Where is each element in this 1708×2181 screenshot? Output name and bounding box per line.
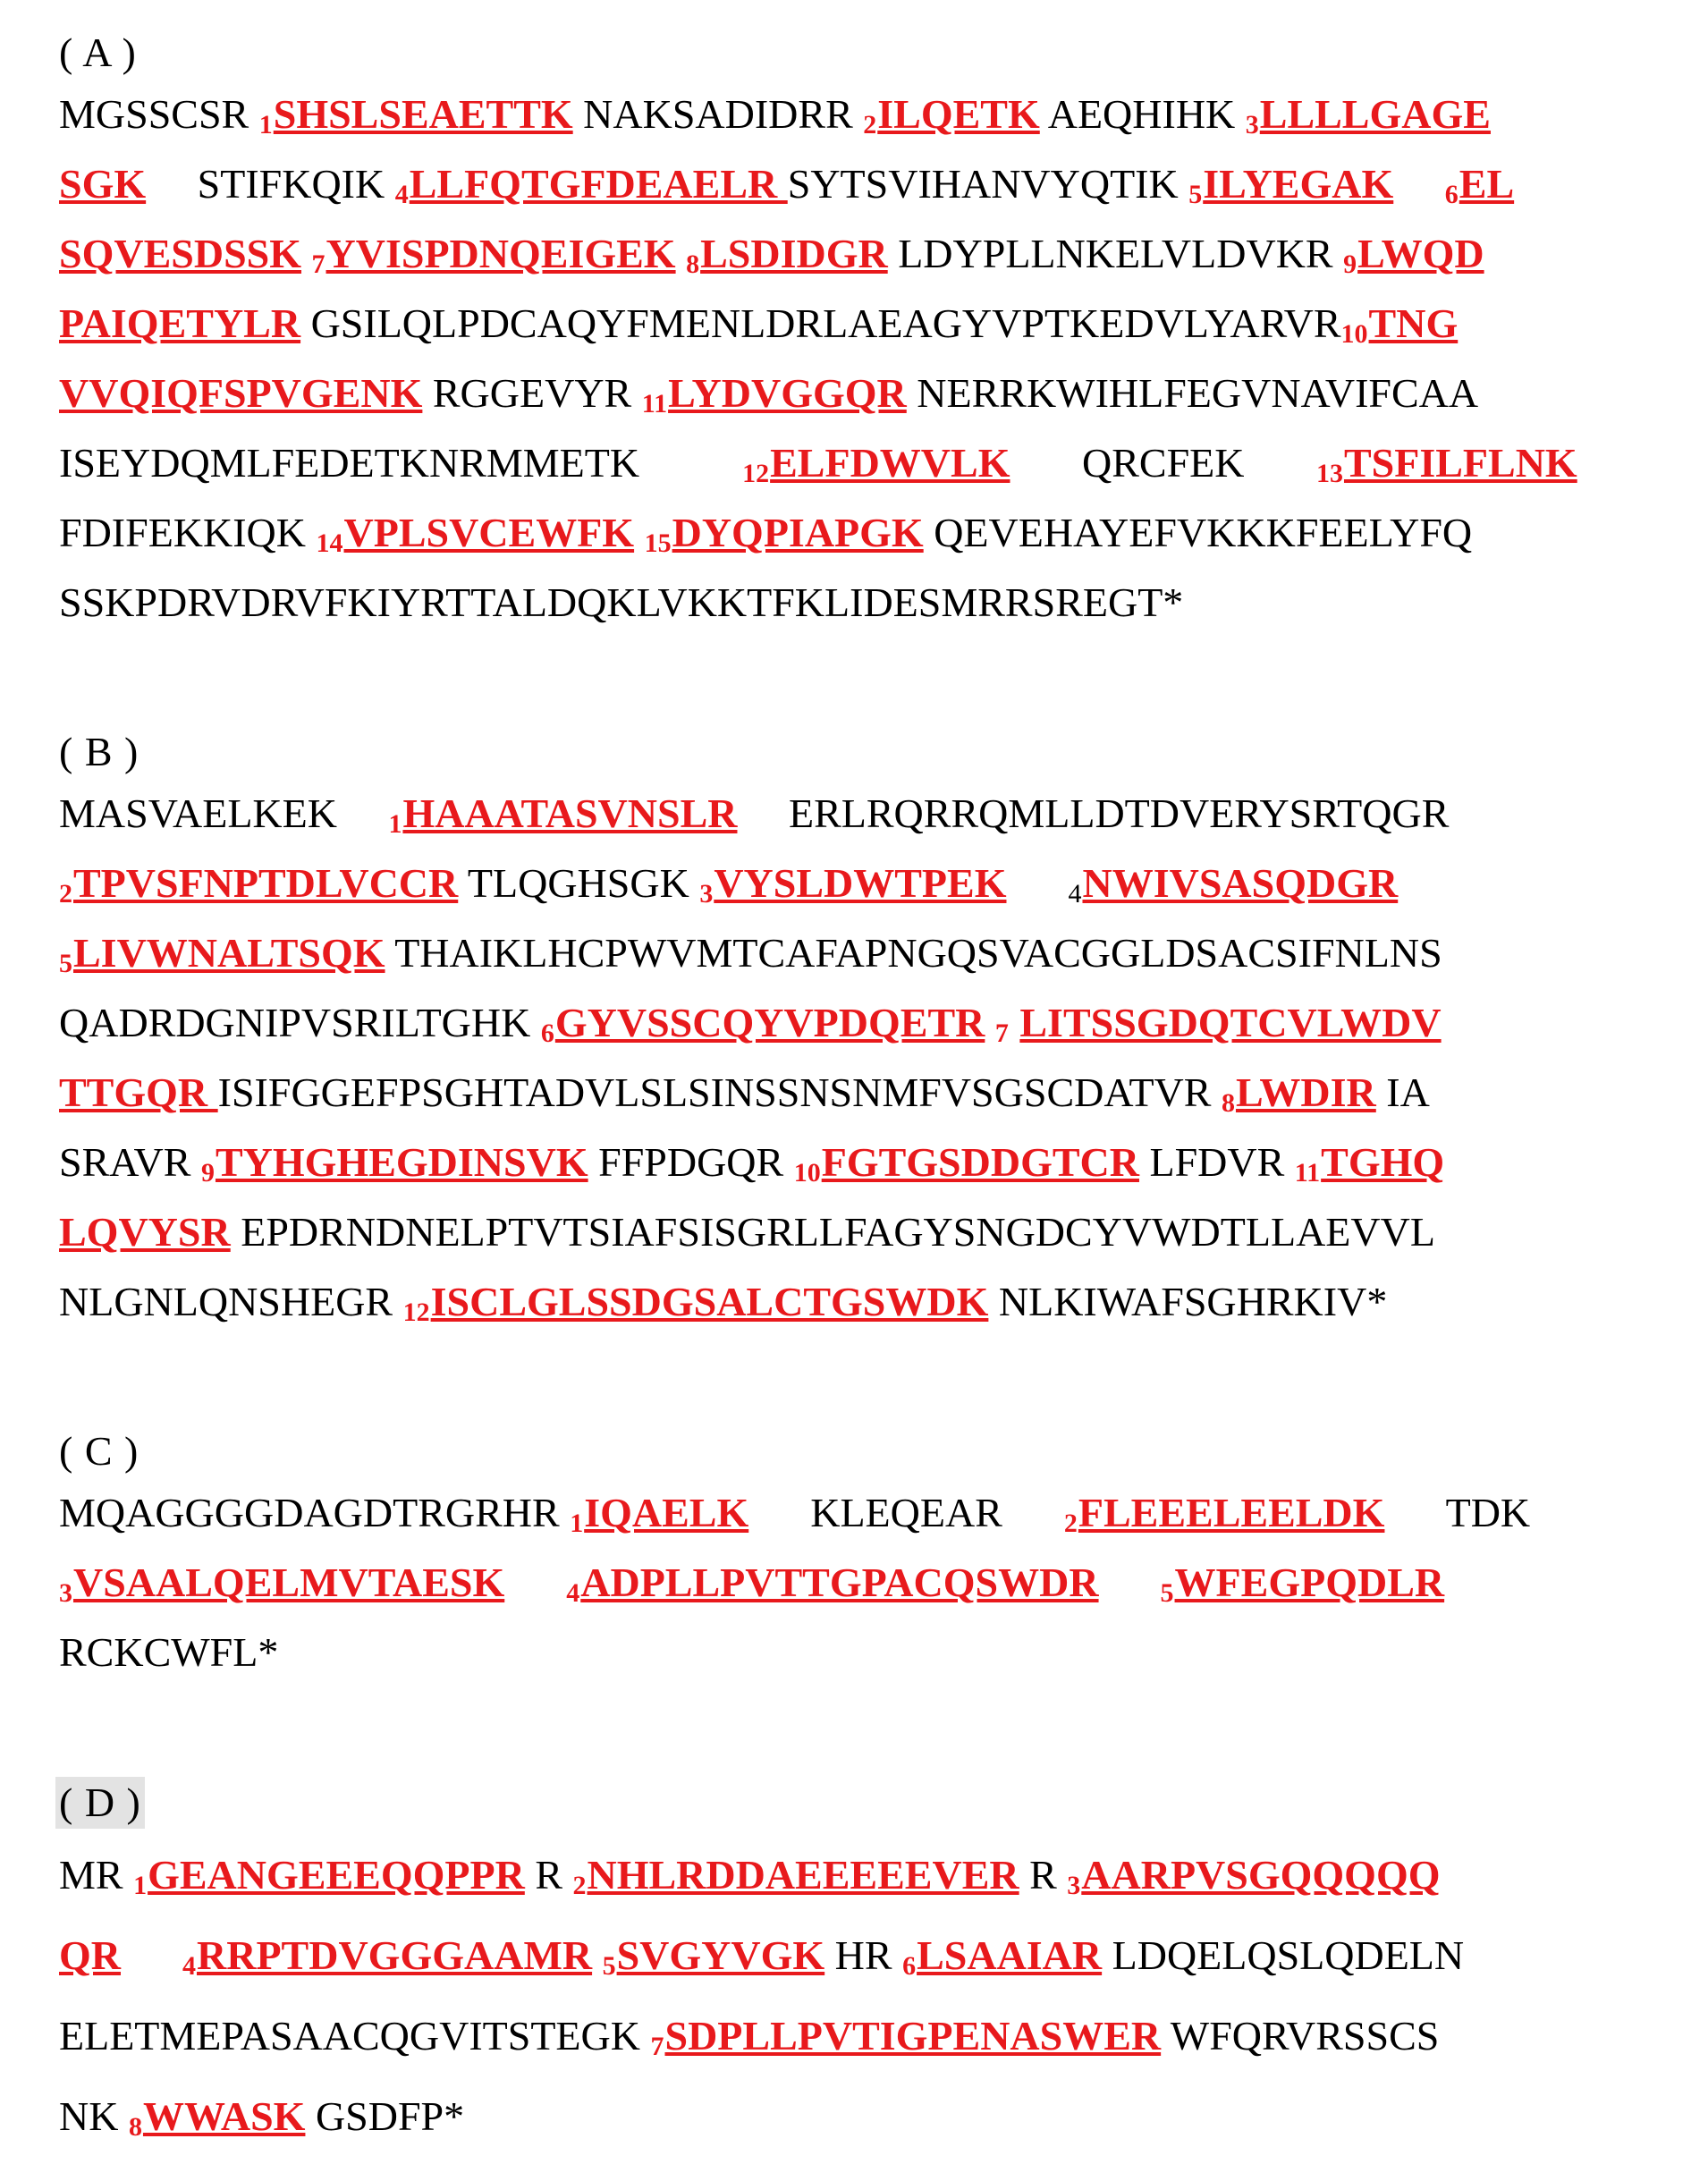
peptide-number: 1 — [258, 110, 273, 139]
peptide-number: 10 — [793, 1158, 821, 1188]
peptide-number: 4 — [566, 1578, 580, 1608]
peptide-fragment: LLFQTGFDEAELR — [409, 161, 788, 207]
peptide-number: 4 — [394, 180, 409, 209]
sequence-line — [59, 2090, 464, 2143]
sequence-text: ISEYDQMLFEDETKNRMMETK — [59, 440, 743, 486]
peptide-fragment: VYSLDWTPEK — [714, 860, 1007, 906]
sequence-text: QEVEHAYEFVKKKFEELYFQ — [923, 510, 1473, 555]
sequence-text: HR — [824, 1932, 903, 1978]
sequence-text: EPDRNDNELPTVTSIAFSISGRLLFAGYSNGDCYVWDTLLAEVVL — [230, 1209, 1435, 1255]
panel-c — [59, 1425, 1695, 1675]
peptide-number: 11 — [641, 389, 668, 418]
peptide-fragment: LSAAIAR — [917, 1932, 1103, 1978]
peptide-number: 6 — [540, 1019, 554, 1048]
peptide-fragment: VVQIQFSPVGENK — [59, 370, 423, 416]
sequence-line — [59, 857, 1398, 910]
sequence-line — [59, 436, 1577, 490]
peptide-fragment: YVISPDNQEIGEK — [326, 231, 676, 276]
panel-label: ( C ) — [59, 1428, 140, 1474]
peptide-fragment: NWIVSASQDGR — [1082, 860, 1399, 906]
peptide-number: 1 — [570, 1509, 584, 1538]
peptide-fragment: LWQD — [1357, 231, 1484, 276]
peptide-number: 1 — [388, 809, 402, 839]
peptide-fragment: LQVYSR — [59, 1209, 231, 1255]
peptide-number: 2 — [572, 1871, 587, 1900]
sequence-text: NAKSADIDRR — [572, 91, 864, 137]
sequence-text: QRCFEK — [1010, 440, 1316, 486]
sequence-text: RCKCWFL* — [59, 1629, 279, 1675]
peptide-number: 5 — [59, 949, 72, 978]
panel-label: ( D ) — [55, 1777, 145, 1829]
peptide-fragment: FLEEELEELDK — [1078, 1490, 1385, 1535]
peptide-fragment: QR — [59, 1932, 121, 1978]
peptide-fragment: SHSLSEAETTK — [273, 91, 573, 137]
peptide-number: 4 — [1068, 879, 1082, 909]
sequence-text: RGGEVYR — [422, 370, 642, 416]
panel-a — [59, 27, 1695, 625]
sequence-line — [59, 227, 1484, 281]
sequence-text — [301, 231, 312, 276]
sequence-line — [59, 88, 1491, 141]
sequence-text: R — [524, 1852, 573, 1898]
peptide-fragment: SGK — [59, 161, 147, 207]
sequence-text: QADRDGNIPVSRILTGHK — [59, 1000, 541, 1045]
peptide-fragment: LYDVGGQR — [668, 370, 907, 416]
panel-label: ( B ) — [59, 729, 140, 774]
sequence-text: LFDVR — [1138, 1139, 1295, 1185]
peptide-number: 4 — [182, 1951, 196, 1981]
peptide-fragment: TTGQR — [59, 1069, 218, 1115]
peptide-number: 5 — [1188, 180, 1203, 209]
sequence-text: GSILQLPDCAQYFMENLDRLAEAGYVPTKEDVLYARVR — [300, 300, 1341, 346]
peptide-fragment: LWDIR — [1235, 1069, 1376, 1115]
sequence-line — [59, 926, 1442, 980]
sequence-line — [59, 1486, 1530, 1540]
sequence-line — [59, 996, 1442, 1050]
sequence-text: NERRKWIHLFEGVNAVIFCAA — [906, 370, 1479, 416]
panel-label: ( A ) — [59, 30, 137, 75]
sequence-line — [59, 787, 1449, 841]
sequence-line — [59, 1066, 1430, 1120]
peptide-fragment: IQAELK — [584, 1490, 749, 1535]
peptide-fragment: TSFILFLNK — [1343, 440, 1577, 486]
peptide-number: 9 — [200, 1158, 215, 1188]
sequence-text: MASVAELKEK — [59, 790, 389, 836]
peptide-fragment: TPVSFNPTDLVCCR — [73, 860, 459, 906]
peptide-fragment: PAIQETYLR — [59, 300, 301, 346]
peptide-fragment: GEANGEEEQQPPR — [148, 1852, 525, 1898]
sequence-text: ISIFGGEFPSGHTADVLSLSINSSNSNMFVSGSCDATVR — [217, 1069, 1222, 1115]
peptide-number: 3 — [59, 1578, 72, 1608]
sequence-text: SSKPDRVDRVFKIYRTTALDQKLVKKTFKLIDESMRRSREGT* — [59, 579, 1184, 625]
peptide-fragment: EL — [1459, 161, 1515, 207]
sequence-text: KLEQEAR — [748, 1490, 1064, 1535]
sequence-line — [59, 1848, 1441, 1902]
sequence-text: SYTSVIHANVYQTIK — [787, 161, 1189, 207]
peptide-number: 7 — [994, 1019, 1009, 1048]
peptide-number: 8 — [686, 249, 700, 279]
sequence-line — [59, 297, 1458, 351]
peptide-fragment: LLLLGAGE — [1259, 91, 1491, 137]
sequence-line — [59, 506, 1472, 560]
peptide-fragment: TNG — [1368, 300, 1459, 346]
peptide-number: 10 — [1340, 319, 1368, 349]
sequence-text: AEQHIHK — [1039, 91, 1246, 137]
sequence-line — [59, 1626, 278, 1679]
sequence-line — [59, 1136, 1444, 1189]
sequence-text — [676, 231, 687, 276]
sequence-text — [634, 510, 645, 555]
peptide-number: 12 — [742, 459, 770, 488]
peptide-number: 3 — [1245, 110, 1259, 139]
peptide-fragment: WWASK — [142, 2093, 306, 2139]
panel-b — [59, 726, 1695, 1327]
peptide-fragment: WFEGPQDLR — [1174, 1560, 1445, 1605]
peptide-number: 15 — [644, 528, 672, 558]
peptide-fragment: TGHQ — [1321, 1139, 1445, 1185]
sequence-text: TLQGHSGK — [458, 860, 700, 906]
peptide-number: 12 — [402, 1298, 430, 1327]
sequence-text: TDK — [1384, 1490, 1531, 1535]
peptide-fragment: VSAALQELMVTAESK — [73, 1560, 505, 1605]
sequence-text: MQAGGGGDAGDTRGRHR — [59, 1490, 571, 1535]
peptide-number: 3 — [699, 879, 714, 909]
peptide-number: 2 — [863, 110, 877, 139]
peptide-number: 14 — [316, 528, 343, 558]
panel-d — [59, 1777, 1695, 2142]
peptide-fragment: VPLSVCEWFK — [343, 510, 635, 555]
peptide-fragment: TYHGHEGDINSVK — [215, 1139, 588, 1185]
peptide-number: 8 — [1221, 1088, 1235, 1118]
sequence-text: MGSSCSR — [59, 91, 259, 137]
sequence-text: R — [1019, 1852, 1068, 1898]
peptide-number: 3 — [1067, 1871, 1081, 1900]
peptide-number: 2 — [59, 879, 72, 909]
peptide-fragment: ILYEGAK — [1203, 161, 1394, 207]
sequence-text: NK — [59, 2093, 129, 2139]
peptide-fragment: ISCLGLSSDGSALCTGSWDK — [430, 1279, 989, 1324]
sequence-text — [1099, 1560, 1161, 1605]
peptide-fragment: SDPLLPVTIGPENASWER — [664, 2013, 1162, 2058]
peptide-number: 2 — [1063, 1509, 1078, 1538]
peptide-fragment: GYVSSCQYVPDQETR — [554, 1000, 985, 1045]
sequence-line — [59, 157, 1514, 211]
peptide-number: 5 — [602, 1951, 616, 1981]
sequence-text: IA — [1375, 1069, 1430, 1115]
sequence-text — [504, 1560, 566, 1605]
peptide-fragment: SVGYVGK — [616, 1932, 825, 1978]
peptide-number: 8 — [128, 2112, 142, 2142]
sequence-text: NLGNLQNSHEGR — [59, 1279, 403, 1324]
peptide-fragment: FGTGSDDGTCR — [821, 1139, 1139, 1185]
sequence-text: NLKIWAFSGHRKIV* — [988, 1279, 1388, 1324]
peptide-fragment: AARPVSGQQQQQ — [1081, 1852, 1441, 1898]
sequence-text: STIFKQIK — [146, 161, 395, 207]
peptide-fragment: SQVESDSSK — [59, 231, 302, 276]
peptide-number: 6 — [1444, 180, 1459, 209]
sequence-text — [592, 1932, 603, 1978]
peptide-fragment: HAAATASVNSLR — [402, 790, 738, 836]
sequence-text — [121, 1932, 182, 1978]
peptide-number: 6 — [902, 1951, 917, 1981]
peptide-fragment: ILQETK — [877, 91, 1040, 137]
sequence-text: FDIFEKKIQK — [59, 510, 317, 555]
peptide-fragment: NHLRDDAEEEEEVER — [587, 1852, 1019, 1898]
peptide-number: 9 — [1343, 249, 1357, 279]
sequence-line — [59, 1275, 1387, 1329]
sequence-line — [59, 1556, 1444, 1610]
peptide-number: 13 — [1315, 459, 1343, 488]
sequence-text — [1006, 860, 1068, 906]
sequence-text — [1393, 161, 1445, 207]
sequence-text — [985, 1000, 995, 1045]
sequence-text: MR — [59, 1852, 134, 1898]
peptide-number: 5 — [1160, 1578, 1174, 1608]
peptide-number: 7 — [650, 2032, 664, 2061]
sequence-text: THAIKLHCPWVMTCAFAPNGQSVACGGLDSACSIFNLNS — [385, 930, 1442, 976]
peptide-number: 1 — [133, 1871, 148, 1900]
sequence-line — [59, 576, 1183, 630]
peptide-number: 11 — [1294, 1158, 1321, 1188]
sequence-text: GSDFP* — [305, 2093, 465, 2139]
sequence-line — [59, 1205, 1435, 1259]
sequence-text: WFQRVRSSCS — [1161, 2013, 1440, 2058]
sequence-text: LDQELQSLQDELN — [1102, 1932, 1465, 1978]
sequence-text: SRAVR — [59, 1139, 201, 1185]
peptide-fragment: ADPLLPVTTGPACQSWDR — [580, 1560, 1099, 1605]
peptide-fragment: LITSSGDQTCVLWDV — [1019, 1000, 1442, 1045]
peptide-number: 7 — [311, 249, 326, 279]
peptide-fragment: ELFDWVLK — [770, 440, 1010, 486]
sequence-text — [1010, 1000, 1020, 1045]
sequence-line — [59, 1929, 1464, 1982]
peptide-fragment: LIVWNALTSQK — [73, 930, 385, 976]
sequence-text: LDYPLLNKELVLDVKR — [887, 231, 1344, 276]
peptide-fragment: RRPTDVGGGAAMR — [197, 1932, 593, 1978]
peptide-fragment: LSDIDGR — [700, 231, 888, 276]
sequence-line — [59, 367, 1478, 420]
sequence-text: FFPDGQR — [588, 1139, 794, 1185]
sequence-line — [59, 2009, 1439, 2063]
sequence-text: ERLRQRRQMLLDTDVERYSRTQGR — [737, 790, 1450, 836]
sequence-text: ELETMEPASAACQGVITSTEGK — [59, 2013, 651, 2058]
peptide-fragment: DYQPIAPGK — [672, 510, 924, 555]
